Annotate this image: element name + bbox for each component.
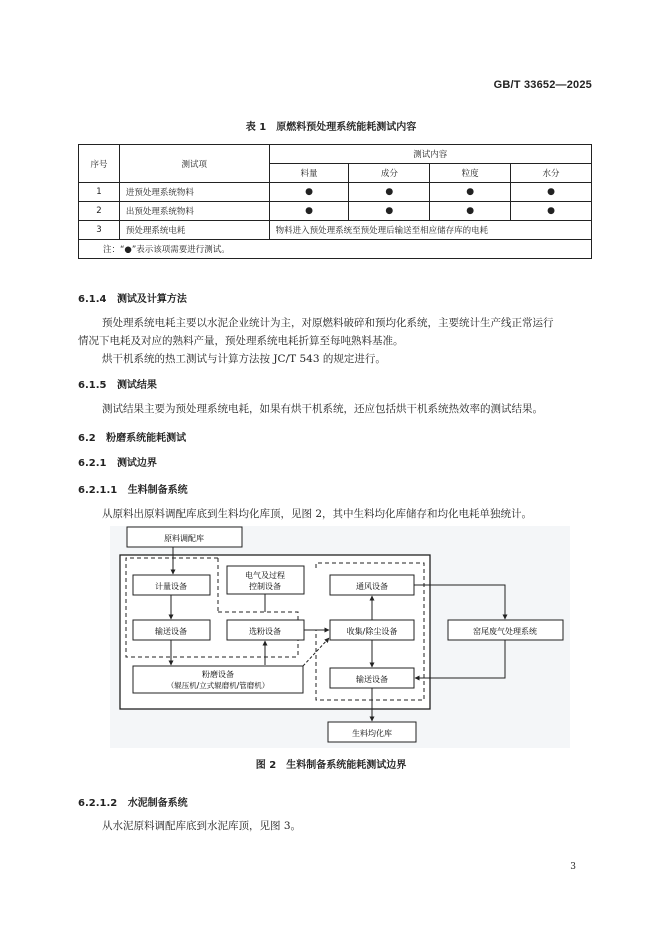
homogenizing-silo-label: 生料均化库 — [352, 729, 392, 738]
section-6-1-4-paragraph: 预处理系统电耗主要以水泥企业统计为主，对原燃料破碎和预均化系统，主要统计生产线正常运行 — [102, 317, 554, 329]
section-6-1-5-paragraph: 测试结果主要为预处理系统电耗，如果有烘干机系统，还应包括烘干机系统热效率的测试结果。 — [102, 403, 543, 415]
figure-caption: 图 2 生料制备系统能耗测试边界 — [255, 760, 407, 771]
heading-number: 6.2 — [78, 433, 96, 444]
raw-silo-label: 原料调配库 — [164, 534, 204, 543]
section-6-2-1-2-heading — [78, 794, 188, 809]
row-no: 3 — [79, 221, 120, 240]
kiln-gas-label: 窑尾废气处理系统 — [473, 627, 537, 636]
header-item: 测试项 — [119, 145, 269, 183]
row-item: 预处理系统电耗 — [119, 221, 269, 240]
section-6-2-1-heading — [78, 454, 157, 469]
section-6-2-heading — [78, 429, 186, 444]
conveying-label-2: 输送设备 — [356, 675, 388, 684]
row-mark: ● — [349, 183, 430, 202]
separator-label: 选粉设备 — [249, 627, 281, 636]
row-item: 出预处理系统物料 — [119, 202, 269, 221]
row-mark: ● — [511, 183, 592, 202]
row-mark: ● — [430, 183, 511, 202]
header-moisture: 水分 — [511, 164, 592, 183]
test-content-table — [78, 144, 592, 259]
heading-number: 6.2.1 — [78, 458, 107, 469]
heading-text: 水泥制备系统 — [127, 798, 188, 809]
heading-text: 测试结果 — [116, 380, 157, 391]
row-no: 1 — [79, 183, 120, 202]
grinding-label-2: （辊压机/立式辊磨机/管磨机） — [166, 681, 270, 690]
section-6-2-1-1-heading — [78, 481, 188, 496]
conveying-label-1: 输送设备 — [155, 627, 187, 636]
heading-number: 6.2.1.1 — [78, 485, 118, 496]
collector-label: 收集/除尘设备 — [346, 627, 398, 636]
standard-number: GB/T 33652—2025 — [493, 79, 592, 91]
row-mark: ● — [511, 202, 592, 221]
heading-number: 6.1.5 — [78, 380, 107, 391]
row-mark: ● — [269, 183, 349, 202]
heading-text: 生料制备系统 — [127, 485, 188, 496]
section-6-1-4-heading — [78, 290, 187, 305]
heading-text: 测试边界 — [116, 458, 157, 469]
heading-number: 6.2.1.2 — [78, 798, 118, 809]
table-note: 注：“●”表示该项需要进行测试。 — [79, 240, 592, 259]
grinding-label-1: 粉磨设备 — [202, 670, 234, 679]
row-mark: ● — [349, 202, 430, 221]
ventilation-label: 通风设备 — [356, 582, 388, 591]
heading-text: 测试及计算方法 — [116, 294, 187, 305]
electric-label-1: 电气及过程 — [245, 571, 285, 580]
header-quantity: 料量 — [269, 164, 349, 183]
row-item: 进预处理系统物料 — [119, 183, 269, 202]
table-row — [79, 202, 592, 221]
electric-label-2: 控制设备 — [249, 582, 281, 591]
heading-number: 6.1.4 — [78, 294, 107, 305]
row-mark: ● — [269, 202, 349, 221]
table-header-row — [79, 145, 592, 164]
raw-meal-boundary-diagram — [110, 526, 570, 748]
table-row — [79, 183, 592, 202]
heading-text: 粉磨系统能耗测试 — [106, 433, 187, 444]
row-no: 2 — [79, 202, 120, 221]
table-note-row — [79, 240, 592, 259]
section-6-1-4-paragraph-2: 烘干机系统的热工测试与计算方法按 JC/T 543 的规定进行。 — [102, 353, 386, 365]
section-6-1-4-paragraph-cont: 情况下电耗及对应的熟料产量，预处理系统电耗折算至每吨熟料基准。 — [78, 335, 404, 347]
header-content: 测试内容 — [269, 145, 591, 164]
section-6-1-5-heading — [78, 376, 157, 391]
section-6-2-1-2-paragraph: 从水泥原料调配库底到水泥库顶，见图 3。 — [102, 820, 302, 832]
section-6-2-1-1-paragraph: 从原料出原料调配库底到生料均化库顶，见图 2，其中生料均化库储存和均化电耗单独统计。 — [102, 508, 533, 520]
header-composition: 成分 — [349, 164, 430, 183]
table-title: 表 1 原燃料预处理系统能耗测试内容 — [245, 122, 417, 133]
header-particle-size: 粒度 — [430, 164, 511, 183]
row-mark: ● — [430, 202, 511, 221]
header-seq: 序号 — [79, 145, 120, 183]
table-row — [79, 221, 592, 240]
page-number: 3 — [570, 862, 576, 872]
metering-label: 计量设备 — [155, 582, 187, 591]
row-description: 物料进入预处理系统至预处理后输送至相应储存库的电耗 — [269, 221, 591, 240]
